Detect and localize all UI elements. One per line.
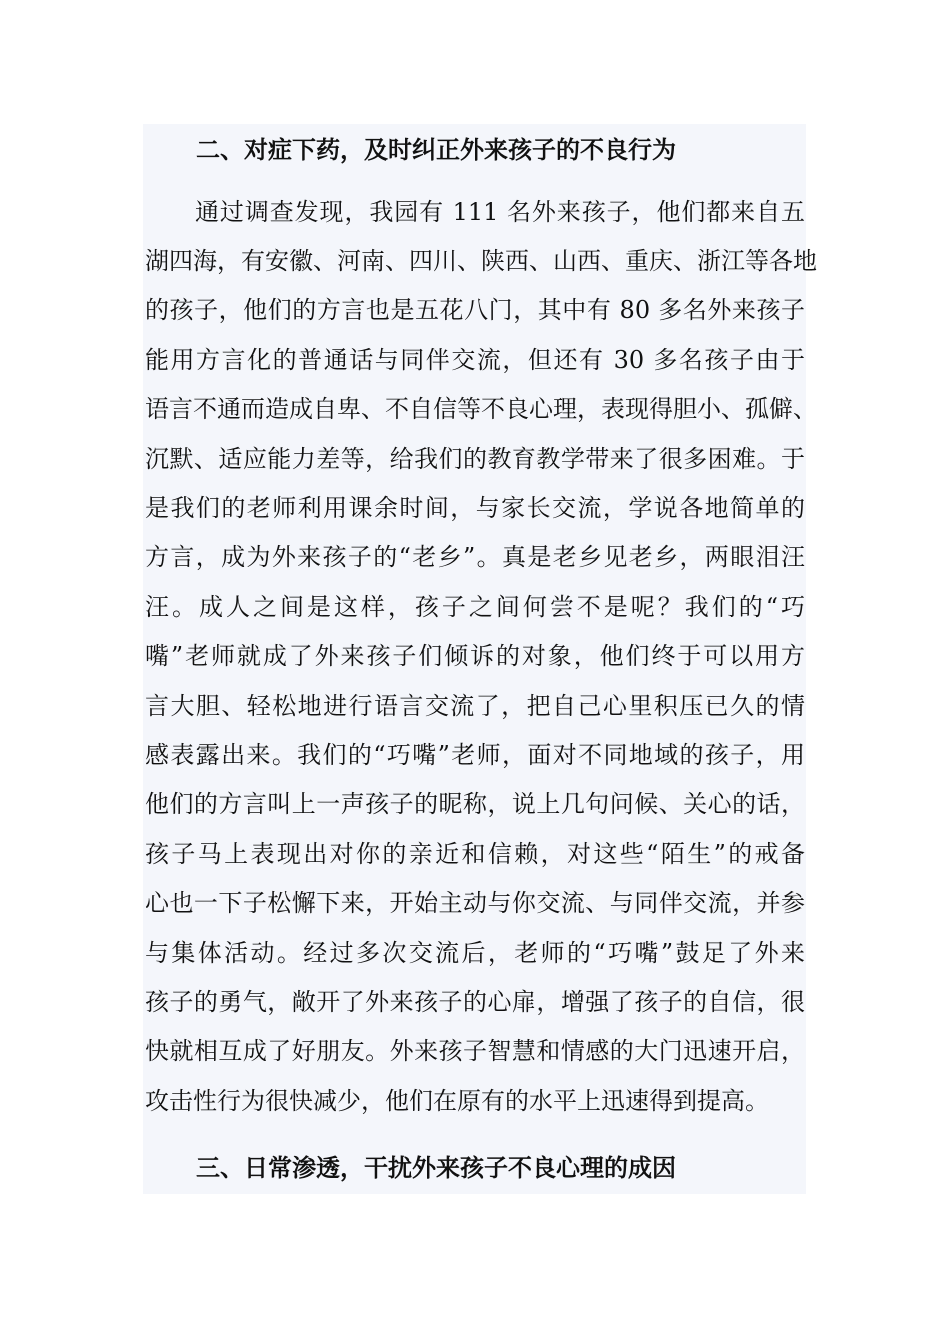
paragraph-line: 言大胆、轻松地进行语言交流了，把自己心里积压已久的情: [145, 692, 805, 720]
paragraph-line: 湖四海，有安徽、河南、四川、陕西、山西、重庆、浙江等各地: [145, 247, 817, 275]
paragraph-line: 语言不通而造成自卑、不自信等不良心理，表现得胆小、孤僻、: [145, 395, 817, 423]
paragraph-line: 沉默、适应能力差等，给我们的教育教学带来了很多困难。于: [145, 445, 805, 473]
paragraph-line: 嘴”老师就成了外来孩子们倾诉的对象，他们终于可以用方: [145, 642, 805, 670]
paragraph-line: 方言，成为外来孩子的“老乡”。真是老乡见老乡，两眼泪汪: [145, 543, 805, 571]
paragraph-line: 通过调查发现，我园有 111 名外来孩子，他们都来自五: [195, 198, 805, 226]
paragraph-line: 是我们的老师利用课余时间，与家长交流，学说各地简单的: [145, 494, 805, 522]
paragraph-line: 他们的方言叫上一声孩子的昵称，说上几句问候、关心的话，: [145, 790, 805, 818]
paragraph-line: 的孩子，他们的方言也是五花八门，其中有 80 多名外来孩子: [145, 296, 805, 324]
paragraph-line: 与集体活动。经过多次交流后，老师的“巧嘴”鼓足了外来: [145, 939, 805, 967]
paragraph-line: 心也一下子松懈下来，开始主动与你交流、与同伴交流，并参: [145, 889, 805, 917]
paragraph-line: 汪。成人之间是这样，孩子之间何尝不是呢？我们的“巧: [145, 593, 805, 621]
section-heading-2: 二、对症下药，及时纠正外来孩子的不良行为: [196, 135, 676, 164]
paragraph-line: 感表露出来。我们的“巧嘴”老师，面对不同地域的孩子，用: [145, 741, 805, 769]
paragraph-line: 攻击性行为很快减少，他们在原有的水平上迅速得到提高。: [145, 1087, 769, 1115]
section-heading-3: 三、日常渗透，干扰外来孩子不良心理的成因: [196, 1153, 676, 1182]
paragraph-line: 能用方言化的普通话与同伴交流，但还有 30 多名孩子由于: [145, 346, 805, 374]
paragraph-line: 快就相互成了好朋友。外来孩子智慧和情感的大门迅速开启，: [145, 1037, 805, 1065]
paragraph-line: 孩子的勇气，敞开了外来孩子的心扉，增强了孩子的自信，很: [145, 988, 805, 1016]
paragraph-line: 孩子马上表现出对你的亲近和信赖，对这些“陌生”的戒备: [145, 840, 805, 868]
